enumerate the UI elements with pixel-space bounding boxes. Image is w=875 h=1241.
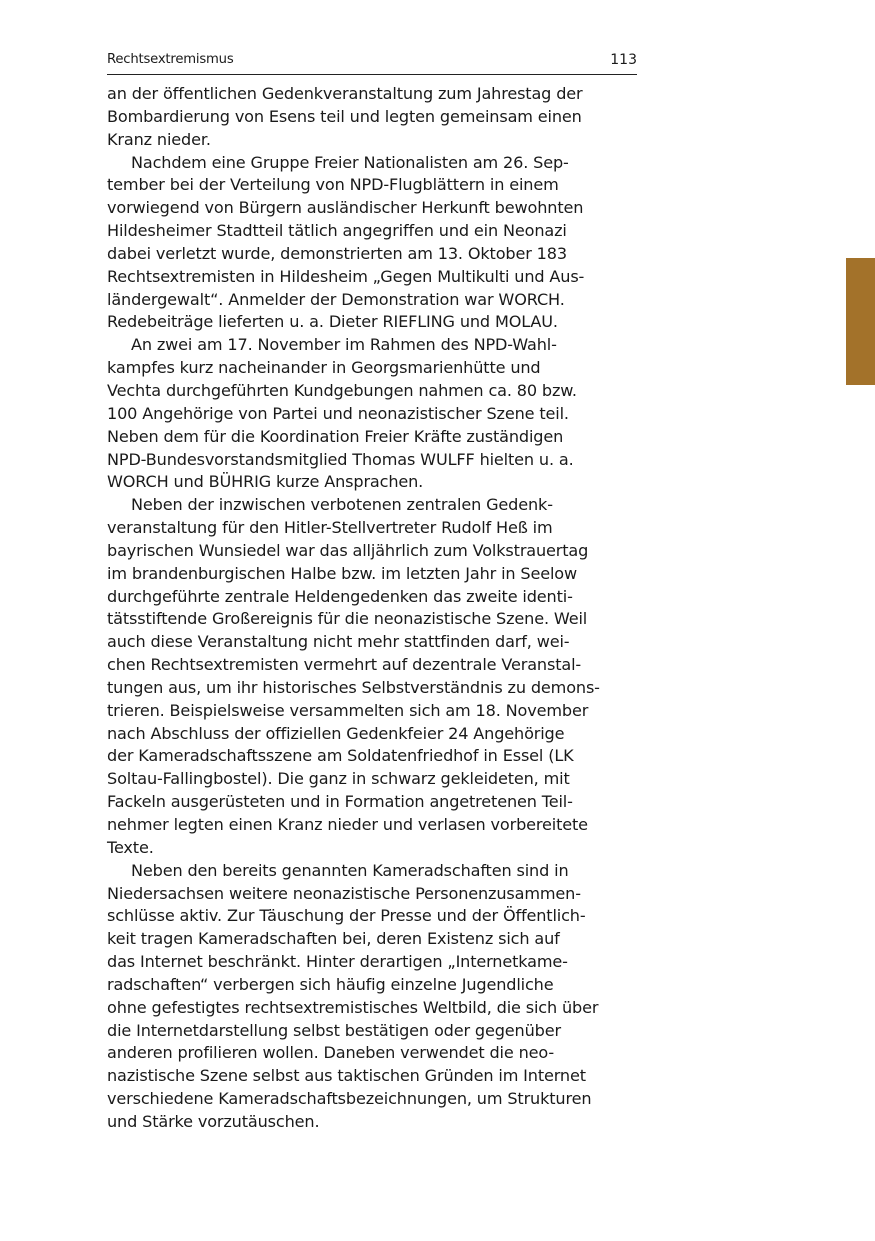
text-line: Soltau-Fallingbostel). Die ganz in schwarz gekleideten, mit: [107, 769, 570, 789]
paragraph: [107, 494, 647, 860]
text-line: Texte.: [107, 837, 154, 857]
text-line: Fackeln ausgerüsteten und in Formation angetretenen Teil-: [107, 792, 573, 812]
text-line: Rechtsextremisten in Hildesheim „Gegen Multikulti und Aus-: [107, 266, 585, 286]
text-line: und Stärke vorzutäuschen.: [107, 1111, 320, 1131]
text-line: trieren. Beispielsweise versammelten sich am 18. November: [107, 700, 589, 720]
text-line: dabei verletzt wurde, demonstrierten am 13. Oktober 183: [107, 243, 567, 263]
text-line: der Kameradschaftsszene am Soldatenfriedhof in Essel (LK: [107, 746, 574, 766]
text-line: anderen profilieren wollen. Daneben verwendet die neo-: [107, 1043, 555, 1063]
text-line: Neben den bereits genannten Kameradschaften sind in: [131, 860, 569, 880]
chapter-thumb-tab: [846, 258, 875, 385]
paragraph: [107, 83, 647, 152]
text-line: Niedersachsen weitere neonazistische Personenzusammen-: [107, 883, 581, 903]
text-line: Neben der inzwischen verbotenen zentralen Gedenk-: [131, 495, 553, 515]
text-line: Kranz nieder.: [107, 129, 211, 149]
text-line: chen Rechtsextremisten vermehrt auf dezentrale Veranstal-: [107, 655, 582, 675]
paragraph: [107, 152, 647, 335]
text-line: 100 Angehörige von Partei und neonazistischer Szene teil.: [107, 403, 569, 423]
text-line: tätsstiftende Großereignis für die neonazistische Szene. Weil: [107, 609, 588, 629]
text-line: Nachdem eine Gruppe Freier Nationalisten am 26. Sep-: [131, 152, 569, 172]
text-line: Vechta durchgeführten Kundgebungen nahmen ca. 80 bzw.: [107, 380, 577, 400]
paragraph: [107, 334, 647, 494]
text-line: nazistische Szene selbst aus taktischen Gründen im Internet: [107, 1066, 586, 1086]
text-line: das Internet beschränkt. Hinter derartigen „Internetkame-: [107, 952, 568, 972]
text-line: verschiedene Kameradschaftsbezeichnungen, um Strukturen: [107, 1089, 592, 1109]
page-number: 113: [610, 52, 637, 68]
text-line: ohne gefestigtes rechtsextremistisches Weltbild, die sich über: [107, 997, 599, 1017]
text-line: durchgeführte zentrale Heldengedenken das zweite identi-: [107, 586, 573, 606]
text-line: auch diese Veranstaltung nicht mehr stattfinden darf, wei-: [107, 632, 570, 652]
text-line: Redebeiträge lieferten u. a. Dieter RIEFLING und MOLAU.: [107, 312, 558, 332]
running-title: Rechtsextremismus: [107, 52, 234, 67]
body-text: [107, 83, 647, 1134]
text-line: an der öffentlichen Gedenkveranstaltung zum Jahrestag der: [107, 84, 583, 103]
text-line: Neben dem für die Koordination Freier Kräfte zuständigen: [107, 426, 564, 446]
running-header: [107, 52, 637, 75]
text-line: bayrischen Wunsiedel war das alljährlich zum Volkstrauertag: [107, 540, 589, 560]
text-line: Hildesheimer Stadtteil tätlich angegriffen und ein Neonazi: [107, 221, 567, 241]
text-line: tungen aus, um ihr historisches Selbstverständnis zu demons-: [107, 677, 600, 697]
text-line: Bombardierung von Esens teil und legten gemeinsam einen: [107, 106, 582, 126]
text-line: vorwiegend von Bürgern ausländischer Herkunft bewohnten: [107, 198, 584, 218]
text-line: ländergewalt“. Anmelder der Demonstration war WORCH.: [107, 289, 565, 309]
text-line: An zwei am 17. November im Rahmen des NPD-Wahl-: [131, 335, 557, 355]
text-line: veranstaltung für den Hitler-Stellvertreter Rudolf Heß im: [107, 518, 553, 538]
text-line: schlüsse aktiv. Zur Täuschung der Presse und der Öffentlich-: [107, 906, 586, 926]
text-line: NPD-Bundesvorstandsmitglied Thomas WULFF hielten u. a.: [107, 449, 574, 469]
text-line: keit tragen Kameradschaften bei, deren Existenz sich auf: [107, 929, 560, 949]
text-line: im brandenburgischen Halbe bzw. im letzten Jahr in Seelow: [107, 563, 578, 583]
text-line: radschaften“ verbergen sich häufig einzelne Jugendliche: [107, 974, 554, 994]
paragraph: [107, 860, 647, 1134]
text-line: die Internetdarstellung selbst bestätigen oder gegenüber: [107, 1020, 561, 1040]
text-line: tember bei der Verteilung von NPD-Flugblättern in einem: [107, 175, 559, 195]
text-line: nehmer legten einen Kranz nieder und verlasen vorbereitete: [107, 815, 588, 834]
text-line: WORCH und BÜHRIG kurze Ansprachen.: [107, 472, 424, 492]
text-line: kampfes kurz nacheinander in Georgsmarienhütte und: [107, 358, 541, 378]
text-line: nach Abschluss der offiziellen Gedenkfeier 24 Angehörige: [107, 723, 565, 743]
